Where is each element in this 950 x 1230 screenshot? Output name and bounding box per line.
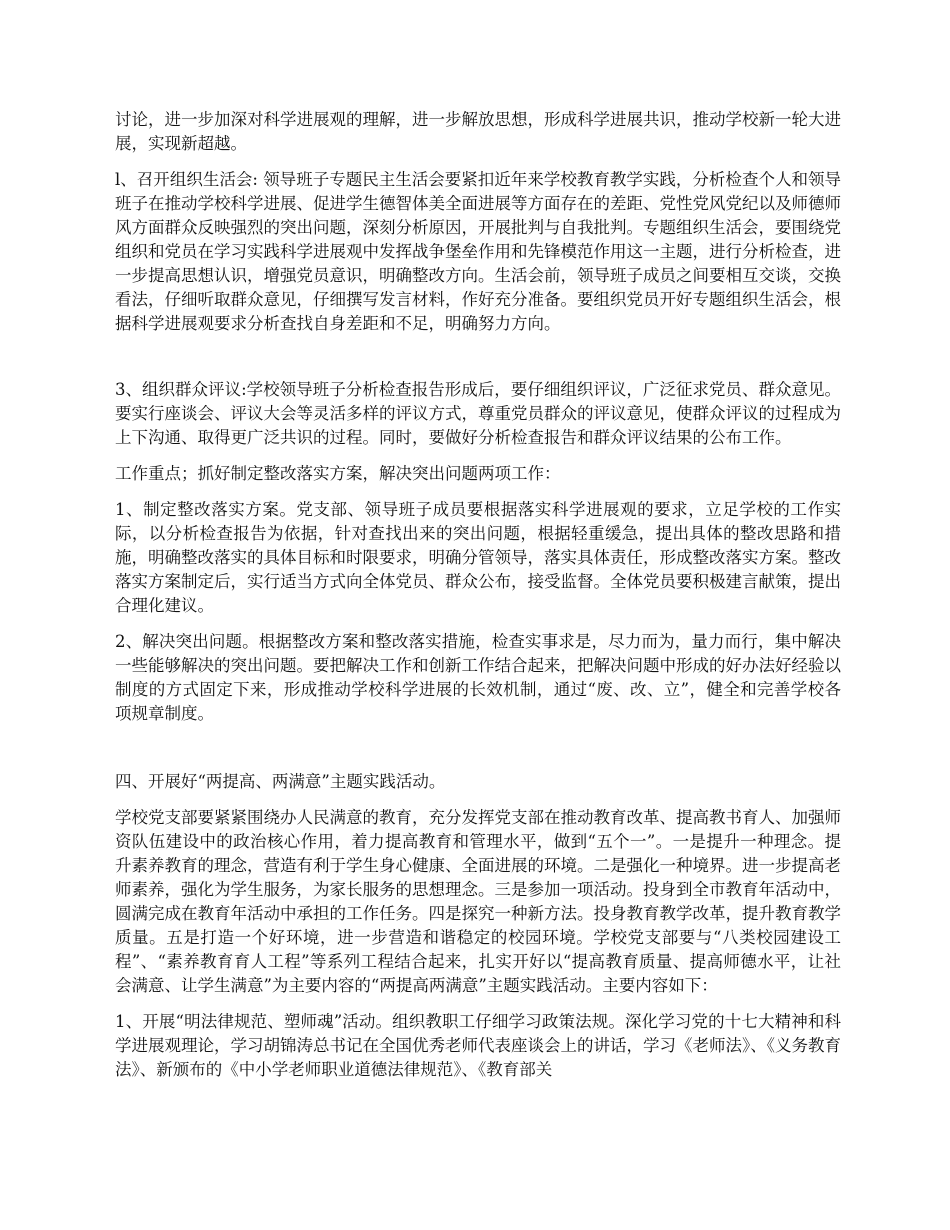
paragraph-solve-problems: 2、解决突出问题。根据整改方案和整改落实措施，检查实事求是，尽力而为，量力而行，集中解决一些能够解决的突出问题。要把解决工作和创新工作结合起来，把解决问题中形成的好办法好经验以制度的方式固定下来，形成推动学校科学进展的长效机制，通过“废、改、立”，健全和完善学校各项规章制度。	[115, 632, 841, 723]
paragraph-rectification-plan: 1、制定整改落实方案。党支部、领导班子成员要根据落实科学进展观的要求，立足学校的工作实际，以分析检查报告为依据，针对查找出来的突出问题，根据轻重缓急，提出具体的整改思路和措施，明确整改落实的具体目标和时限要求，明确分管领导，落实具体责任，形成整改落实方案。整改落实方案制定后，实行适当方式向全体党员、群众公布，接受监督。全体党员要积极建言献策，提出合理化建议。	[115, 500, 841, 615]
document-page	[115, 108, 841, 1094]
section-heading-four: 四、开展好“两提高、两满意”主题实践活动。	[115, 772, 446, 791]
paragraph-organization-life-meeting: l、召开组织生活会: 领导班子专题民主生活会要紧扣近年来学校教育教学实践，分析检查个人和领导班子在推动学校科学进展、促进学生德智体美全面进展等方面存在的差距、党性党风党纪以及师德师风方面群众反映强烈的突出问题，深刻分析原因，开展批判与自我批判。专题组织生活会，要围绕党组织和党员在学习实践科学进展观中发挥战争堡垒作用和先锋模范作用这一主题，进行分析检查，进一步提高思想认识，增强党员意识，明确整改方向。生活会前，领导班子成员之间要相互交谈，交换看法，仔细听取群众意见，仔细撰写发言材料，作好充分准备。要组织党员开好专题组织生活会，根据科学进展观要求分析查找自身差距和不足，明确努力方向。	[115, 170, 841, 333]
paragraph-discussion: 讨论，进一步加深对科学进展观的理解，进一步解放思想，形成科学进展共识，推动学校新一轮大进展，实现新超越。	[115, 110, 841, 153]
paragraph-mass-evaluation: 3、组织群众评议:学校领导班子分析检查报告形成后，要仔细组织评议，广泛征求党员、群众意见。要实行座谈会、评议大会等灵活多样的评议方式，尊重党员群众的评议意见，使群众评议的过程成为上下沟通、取得更广泛共识的过程。同时，要做好分析检查报告和群众评议结果的公布工作。	[115, 380, 841, 447]
paragraph-law-activity: 1、开展“明法律规范、塑师魂”活动。组织教职工仔细学习政策法规。深化学习党的十七大精神和科学进展观理论，学习胡锦涛总书记在全国优秀老师代表座谈会上的讲话，学习《老师法》、《义务教育法》、新颁布的《中小学老师职业道德法律规范》、《教育部关	[115, 1012, 841, 1079]
paragraph-party-branch: 学校党支部要紧紧围绕办人民满意的教育，充分发挥党支部在推动教育改革、提高教书育人、加强师资队伍建设中的政治核心作用，着力提高教育和管理水平，做到“五个一”。一是提升一种理念。提升素养教育的理念，营造有利于学生身心健康、全面进展的环境。二是强化一种境界。进一步提高老师素养，强化为学生服务，为家长服务的思想理念。三是参加一项活动。投身到全市教育年活动中，圆满完成在教育年活动中承担的工作任务。四是探究一种新方法。投身教育教学改革，提升教育教学质量。五是打造一个好环境，进一步营造和谐稳定的校园环境。学校党支部要与“八类校园建设工程”、“素养教育育人工程”等系列工程结合起来，扎实开好以“提高教育质量、提高师德水平，让社会满意、让学生满意”为主要内容的“两提高两满意”主题实践活动。主要内容如下：	[115, 808, 841, 995]
paragraph-work-focus: 工作重点；抓好制定整改落实方案，解决突出问题两项工作：	[115, 464, 561, 483]
